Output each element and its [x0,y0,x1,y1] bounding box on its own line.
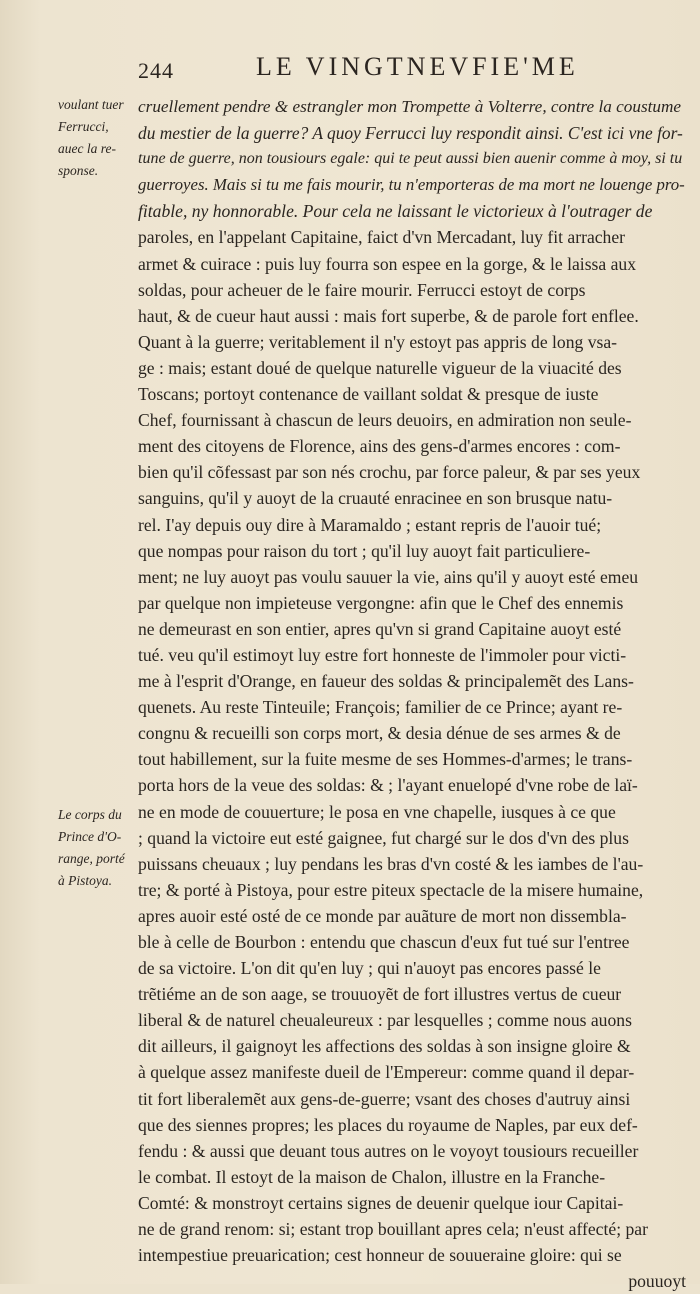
text-line: pouuoyt [628,1271,686,1292]
text-line: du mestier de la guerre? A quoy Ferrucci luy respondit ainsi. C'est ici vne for- [138,123,683,144]
margin-note-prince-orange [58,804,138,892]
text-line: fitable, ny honnorable. Pour cela ne laissant le victorieux à l'outrager de [138,201,653,222]
text-line: tre; & porté à Pistoya, pour estre piteux spectacle de la misere humaine, [138,879,644,900]
text-line: ment; ne luy auoyt pas voulu sauuer la vie, ains qu'il y auoyt esté emeu [138,566,639,587]
text-line: ne demeurast en son entier, apres qu'vn si grand Capitaine auoyt esté [138,618,622,639]
text-line: liberal & de naturel cheualeureux : par lesquelles ; comme nous auons [138,1010,632,1031]
text-line: cruellement pendre & estrangler mon Trompette à Volterre, contre la coustume [138,97,682,116]
text-line: Chef, fournissant à chascun de leurs deuoirs, en admiration non seule- [138,410,632,431]
text-line: me à l'esprit d'Orange, en faueur des soldas & principalemẽt des Lans- [138,671,634,692]
text-line: intempestiue preuarication; cest honneur de souueraine gloire: qui se [138,1245,622,1266]
margin-note-line: Ferrucci, [58,119,109,134]
margin-note-line: auec la re- [58,141,116,156]
text-line: haut, & de cueur haut aussi : mais fort superbe, & de parole fort enflee. [138,305,639,326]
text-line: tune de guerre, non tousiours egale: qui te peut aussi bien auenir comme à moy, si tu [138,150,683,168]
text-line: ne en mode de couuerture; le posa en vne chapelle, iusques à ce que [138,801,616,822]
text-line: Quant à la guerre; veritablement il n'y estoyt pas appris de long vsa- [138,331,618,352]
text-line: bien qu'il cõfessast par son nés crochu, par force paleur, & par ses yeux [138,462,641,483]
text-line: le combat. Il estoyt de la maison de Chalon, illustre en la Franche- [138,1166,606,1187]
margin-note-line: sponse. [58,163,99,178]
text-line: que des siennes propres; les places du royaume de Naples, par eux def- [138,1114,638,1135]
text-line: ment des citoyens de Florence, ains des gens-d'armes encores : com- [138,436,621,457]
text-line: sanguins, qu'il y auoyt de la cruauté enracinee en son brusque natu- [138,488,613,509]
text-line: tué. veu qu'il estimoyt luy estre fort honneste de l'immoler pour victi- [138,644,627,665]
margin-note-line: Prince d'O- [58,829,122,844]
margin-note-line: range, porté [58,851,125,866]
text-line: fendu : & aussi que deuant tous autres on le voyoyt tousiours recueiller [138,1140,639,1161]
text-line: guerroyes. Mais si tu me fais mourir, tu n'emporteras de ma mort ne louenge pro- [138,175,685,195]
margin-note-line: voulant tuer [58,97,124,112]
text-line: ne de grand renom: si; estant trop bouillant apres cela; n'eust affecté; par [138,1219,648,1240]
margin-note-ferrucci [58,94,138,182]
text-line: soldas, pour acheuer de le faire mourir. Ferrucci estoyt de corps [138,279,586,300]
text-line: de sa victoire. L'on dit qu'en luy ; qui n'auoyt pas encores passé le [138,958,601,979]
page-header [138,52,680,86]
text-line: dit ailleurs, il gaignoyt les affections des soldas à son insigne gloire & [138,1036,631,1057]
text-line: congnu & recueilli son corps mort, & desia dénue de ses armes & de [138,723,621,744]
text-line: ble à celle de Bourbon : entendu que chascun d'eux fut tué sur l'entree [138,932,630,952]
text-line: par quelque non impieteuse vergongne: afin que le Chef des ennemis [138,592,624,613]
text-line: trẽtiéme an de son aage, se trouuoyẽt de fort illustres vertus de cueur [138,984,622,1005]
text-line: tout habillement, sur la fuite mesme de ses Hommes-d'armes; le trans- [138,749,633,770]
text-line: ; quand la victoire eut esté gaignee, fut chargé sur le dos d'vn des plus [138,827,629,848]
text-line: tit fort liberalemẽt aux gens-de-guerre; vsant des choses d'autruy ainsi [138,1088,631,1109]
text-line: Toscans; portoyt contenance de vaillant soldat & presque de iuste [138,384,599,405]
text-line: quenets. Au reste Tinteuile; François; familier de ce Prince; ayant re- [138,697,623,718]
text-line: paroles, en l'appelant Capitaine, faict d'vn Mercadant, luy fit arracher [138,227,626,248]
margin-note-line: à Pistoya. [58,873,112,888]
text-line: ge : mais; estant doué de quelque naturelle vigueur de la viuacité des [138,357,622,378]
text-line: armet & cuirace : puis luy fourra son espee en la gorge, & le laissa aux [138,253,636,274]
text-line: Comté: & monstroyt certains signes de deuenir quelque iour Capitai- [138,1192,624,1213]
text-line: à quelque assez manifeste dueil de l'Empereur: comme quand il depar- [138,1062,635,1083]
main-text-block [138,94,686,1294]
page-number: 244 [138,58,174,83]
text-line: porta hors de la veue des soldas: & ; l'ayant enuelopé d'vne robe de laï- [138,775,638,796]
text-line: rel. I'ay depuis ouy dire à Maramaldo ; estant repris de l'auoir tué; [138,514,602,535]
text-line: puissans cheuaux ; luy pendans les bras d'vn costé & les iambes de l'au- [138,853,644,874]
running-title: LE VINGTNEVFIE'ME [256,52,579,81]
text-line: que nompas pour raison du tort ; qu'il luy auoyt fait particuliere- [138,540,591,561]
text-line: apres auoir esté osté de ce monde par auãture de mort non dissembla- [138,905,627,926]
margin-note-line: Le corps du [58,807,122,822]
